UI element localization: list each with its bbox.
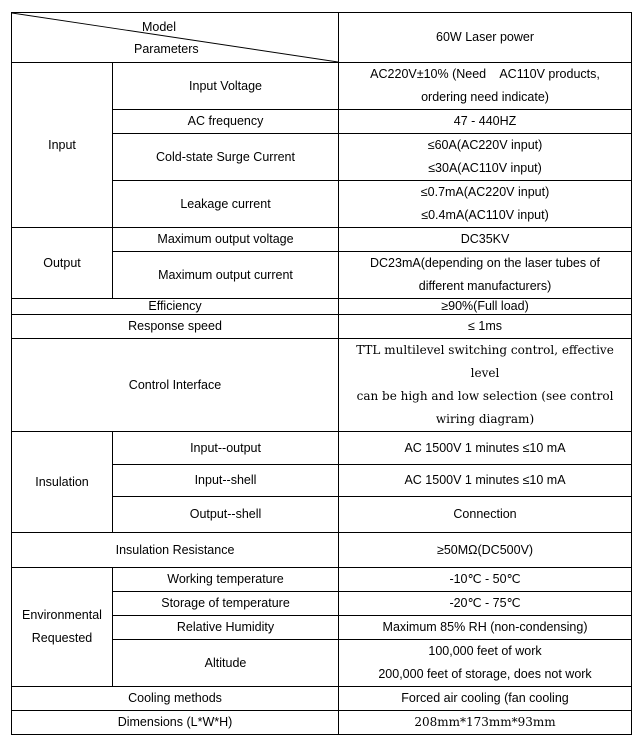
header-row	[12, 13, 632, 63]
environmental-line1: Environmental	[22, 608, 102, 622]
output-group-label: Output	[12, 228, 113, 299]
storage-temperature-value: -20℃ - 75℃	[339, 592, 632, 616]
leak-line1: ≤0.7mA(AC220V input)	[420, 185, 550, 199]
control-interface-value	[339, 339, 632, 432]
output-shell-label: Output--shell	[113, 497, 339, 533]
cooling-methods-value: Forced air cooling (fan cooling	[339, 687, 632, 711]
table-row	[12, 339, 632, 432]
cooling-methods-label: Cooling methods	[12, 687, 339, 711]
table-row	[12, 299, 632, 315]
parameters-label: Parameters	[134, 41, 199, 56]
environmental-line2: Requested	[31, 631, 93, 645]
table-row	[12, 687, 632, 711]
altitude-label: Altitude	[113, 640, 339, 687]
input-voltage-line2: ordering need indicate)	[421, 90, 549, 104]
table-row	[12, 432, 632, 465]
altitude-line2: 200,000 feet of storage, does not work	[378, 667, 592, 681]
relative-humidity-label: Relative Humidity	[113, 616, 339, 640]
leakage-current-label: Leakage current	[113, 181, 339, 228]
altitude-value	[339, 640, 632, 687]
storage-temperature-label: Storage of temperature	[113, 592, 339, 616]
max-output-current-label: Maximum output current	[113, 252, 339, 299]
table-row	[12, 315, 632, 339]
ac-frequency-label: AC frequency	[113, 110, 339, 134]
table-row	[12, 228, 632, 252]
output-current-line1: DC23mA(depending on the laser tubes of	[370, 256, 601, 270]
output-current-line2: different manufacturers)	[418, 279, 552, 293]
working-temperature-label: Working temperature	[113, 568, 339, 592]
surge-current-label: Cold-state Surge Current	[113, 134, 339, 181]
dimensions-value: 208mm*173mm*93mm	[339, 711, 632, 735]
control-line1: TTL multilevel switching control, effective level	[356, 343, 614, 380]
surge-line1: ≤60A(AC220V input)	[427, 138, 543, 152]
input-voltage-label: Input Voltage	[113, 63, 339, 110]
input-group-label: Input	[12, 63, 113, 228]
surge-line2: ≤30A(AC110V input)	[428, 161, 542, 175]
control-line3: wiring diagram)	[435, 412, 535, 426]
relative-humidity-value: Maximum 85% RH (non-condensing)	[339, 616, 632, 640]
ac-frequency-value: 47 - 440HZ	[339, 110, 632, 134]
product-name: 60W Laser power	[339, 13, 632, 63]
dimensions-label: Dimensions (L*W*H)	[12, 711, 339, 735]
model-label: Model	[141, 19, 177, 34]
insulation-group-label: Insulation	[12, 432, 113, 533]
insulation-resistance-label: Insulation Resistance	[12, 533, 339, 568]
efficiency-label: Efficiency	[12, 299, 339, 315]
spec-table	[11, 12, 632, 735]
table-row	[12, 63, 632, 110]
table-row	[12, 533, 632, 568]
input-voltage-value	[339, 63, 632, 110]
table-row	[12, 711, 632, 735]
input-voltage-line1: AC220V±10% (Need AC110V products,	[370, 67, 600, 81]
input-shell-value: AC 1500V 1 minutes ≤10 mA	[339, 465, 632, 497]
table-row	[12, 568, 632, 592]
leakage-current-value	[339, 181, 632, 228]
altitude-line1: 100,000 feet of work	[428, 644, 542, 658]
insulation-resistance-value: ≥50MΩ(DC500V)	[339, 533, 632, 568]
max-output-voltage-value: DC35KV	[339, 228, 632, 252]
control-line2: can be high and low selection (see control	[356, 389, 614, 403]
leak-line2: ≤0.4mA(AC110V input)	[421, 208, 549, 222]
input-shell-label: Input--shell	[113, 465, 339, 497]
working-temperature-value: -10℃ - 50℃	[339, 568, 632, 592]
input-output-label: Input--output	[113, 432, 339, 465]
model-parameters-cell	[12, 13, 339, 63]
control-interface-label: Control Interface	[12, 339, 339, 432]
max-output-voltage-label: Maximum output voltage	[113, 228, 339, 252]
response-speed-value: ≤ 1ms	[339, 315, 632, 339]
input-output-value: AC 1500V 1 minutes ≤10 mA	[339, 432, 632, 465]
response-speed-label: Response speed	[12, 315, 339, 339]
max-output-current-value	[339, 252, 632, 299]
surge-current-value	[339, 134, 632, 181]
environmental-group-label	[12, 568, 113, 687]
output-shell-value: Connection	[339, 497, 632, 533]
efficiency-value: ≥90%(Full load)	[339, 299, 632, 315]
